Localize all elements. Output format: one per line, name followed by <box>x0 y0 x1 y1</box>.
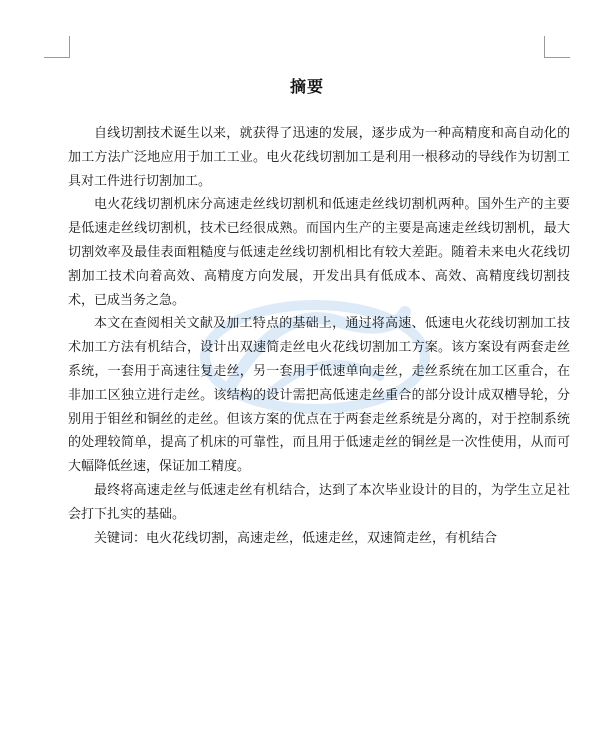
paragraph: 最终将高速走丝与低速走丝有机结合，达到了本次毕业设计的目的，为学生立足社会打下扎实的基础。 <box>68 482 570 522</box>
paragraph: 电火花线切割机床分高速走丝线切割机和低速走丝线切割机两种。国外生产的主要是低速走丝线切割机，技术已经很成熟。而国内生产的主要是高速走丝线切割机，最大切割效率及最佳表面粗糙度与低速走丝线切割机相比有较大差距。随着未来电火花线切割加工技术向着高效、高精度方向发展，开发出具有低成本、高效、高精度线切割技术，已成当务之急。 <box>68 197 570 308</box>
page-title: 摘要 <box>289 77 324 96</box>
crop-mark-top-right <box>544 36 570 58</box>
paragraph: 本文在查阅相关文献及加工特点的基础上，通过将高速、低速电火花线切割加工技术加工方法有机结合，设计出双速简走丝电火花线切割加工方案。该方案设有两套走丝系统，一套用于高速往复走丝，另一套用于低速单向走丝，走丝系统在加工区重合，在非加工区独立进行走丝。该结构的设计需把高低速走丝重合的部分设计成双槽导轮，分别用于钼丝和铜丝的走丝。但该方案的优点在于两套走丝系统是分离的，对于控制系统的处理较简单，提高了机床的可靠性，而且用于低速走丝的铜丝是一次性使用，从而可大幅降低丝速，保证加工精度。 <box>68 316 570 475</box>
crop-mark-top-left <box>44 36 70 58</box>
paragraph: 自线切割技术诞生以来，就获得了迅速的发展，逐步成为一种高精度和高自动化的加工方法广泛地应用于加工工业。电火花线切割加工是利用一根移动的导线作为切割工具对工件进行切割加工。 <box>68 126 570 189</box>
abstract-body <box>68 122 570 550</box>
keywords-line: 关键词：电火花线切割，高速走丝，低速走丝，双速简走丝，有机结合 <box>94 530 498 546</box>
